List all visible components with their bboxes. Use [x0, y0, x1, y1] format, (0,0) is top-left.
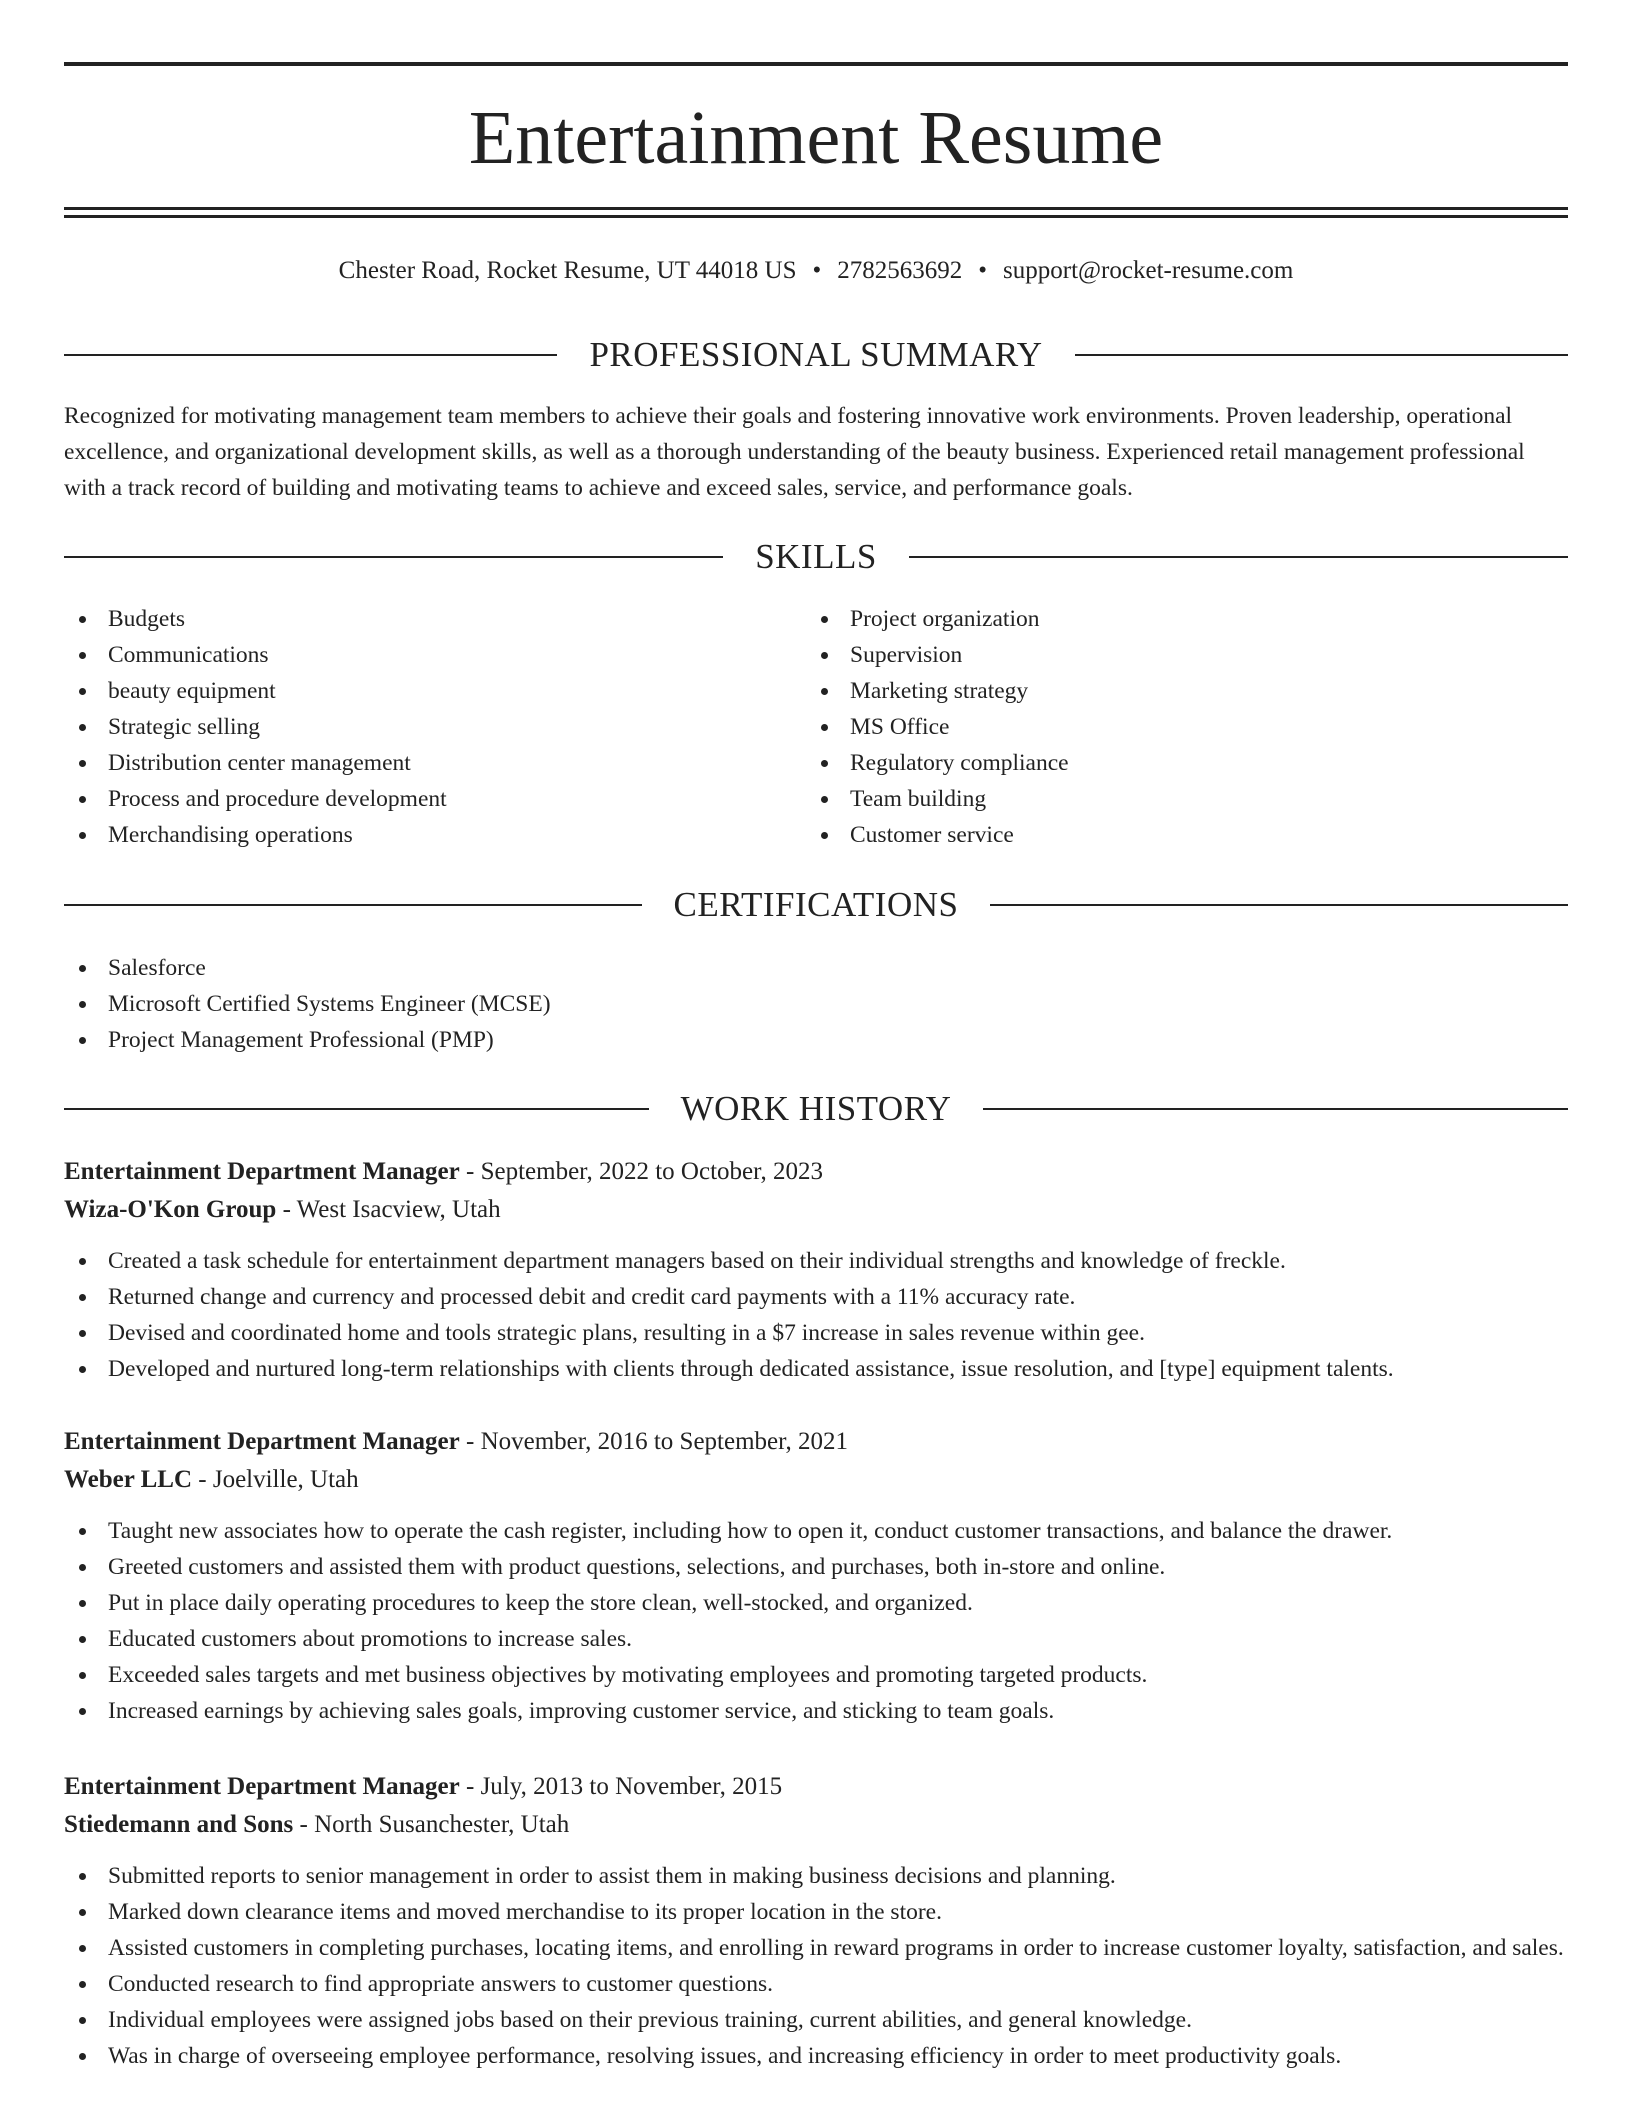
job-bullets: [64, 1858, 1568, 2074]
job-company-line: [64, 1461, 1568, 1499]
section-heading-work-history: [64, 1089, 1568, 1129]
skills-list-left: [64, 601, 764, 853]
job-title: Entertainment Department Manager: [64, 1158, 460, 1185]
job-bullet: Devised and coordinated home and tools strategic plans, resulting in a $7 increase in sales revenue within gee.: [64, 1315, 1568, 1351]
skill-item: Regulatory compliance: [806, 745, 1506, 781]
skill-item: beauty equipment: [64, 673, 764, 709]
job-bullet: Educated customers about promotions to increase sales.: [64, 1621, 1568, 1657]
job-title: Entertainment Department Manager: [64, 1428, 460, 1455]
header-rule-1: [64, 207, 1568, 210]
job-bullet: Increased earnings by achieving sales goals, improving customer service, and sticking to team goals.: [64, 1693, 1568, 1729]
certification-item: Project Management Professional (PMP): [64, 1022, 1568, 1058]
job-title-line: [64, 1423, 1568, 1461]
skills-list-right: [806, 601, 1506, 853]
job-company: Weber LLC: [64, 1466, 193, 1493]
contact-line: [64, 254, 1568, 288]
contact-address: Chester Road, Rocket Resume, UT 44018 US: [338, 257, 797, 284]
job-bullet: Put in place daily operating procedures to keep the store clean, well-stocked, and organized.: [64, 1585, 1568, 1621]
job-entry: [64, 1423, 1568, 1729]
job-bullet: Greeted customers and assisted them with product questions, selections, and purchases, both in-store and online.: [64, 1549, 1568, 1585]
job-location: - North Susanchester, Utah: [293, 1811, 570, 1838]
job-title-line: [64, 1153, 1568, 1191]
skill-item: Team building: [806, 781, 1506, 817]
job-company: Wiza-O'Kon Group: [64, 1196, 277, 1223]
contact-separator: •: [812, 257, 822, 284]
skill-item: Communications: [64, 637, 764, 673]
job-bullet: Conducted research to find appropriate answers to customer questions.: [64, 1966, 1568, 2002]
job-company: Stiedemann and Sons: [64, 1811, 294, 1838]
section-heading-certifications: [64, 885, 1568, 925]
skill-item: Marketing strategy: [806, 673, 1506, 709]
contact-phone: 2782563692: [837, 257, 963, 284]
job-title-line: [64, 1768, 1568, 1806]
section-heading-label: SKILLS: [755, 537, 877, 576]
job-bullet: Developed and nurtured long-term relationships with clients through dedicated assistance, issue resolution, and [type] equipment talents.: [64, 1351, 1568, 1387]
resume-title: Entertainment Resume: [468, 96, 1164, 180]
job-dates: - September, 2022 to October, 2023: [459, 1158, 823, 1185]
job-entry: [64, 1153, 1568, 1387]
job-bullet: Created a task schedule for entertainment department managers based on their individual strengths and knowledge of freckle.: [64, 1243, 1568, 1279]
job-location: - Joelville, Utah: [192, 1466, 359, 1493]
job-bullets: [64, 1513, 1568, 1729]
job-bullet: Marked down clearance items and moved merchandise to its proper location in the store.: [64, 1894, 1568, 1930]
certifications-list: [64, 950, 1568, 1058]
job-dates: - July, 2013 to November, 2015: [459, 1773, 783, 1800]
skill-item: Supervision: [806, 637, 1506, 673]
certification-item: Salesforce: [64, 950, 1568, 986]
skill-item: Project organization: [806, 601, 1506, 637]
job-bullet: Submitted reports to senior management in order to assist them in making business decisions and planning.: [64, 1858, 1568, 1894]
skill-item: Merchandising operations: [64, 817, 764, 853]
contact-separator: •: [978, 257, 988, 284]
job-bullet: Returned change and currency and processed debit and credit card payments with a 11% accuracy rate.: [64, 1279, 1568, 1315]
certification-item: Microsoft Certified Systems Engineer (MCSE): [64, 986, 1568, 1022]
contact-email[interactable]: support@rocket-resume.com: [1003, 257, 1294, 284]
job-bullet: Assisted customers in completing purchases, locating items, and enrolling in reward programs in order to increase customer loyalty, satisfaction, and sales.: [64, 1930, 1568, 1966]
skill-item: Distribution center management: [64, 745, 764, 781]
job-dates: - November, 2016 to September, 2021: [459, 1428, 848, 1455]
section-heading-label: CERTIFICATIONS: [673, 885, 959, 924]
skill-item: Customer service: [806, 817, 1506, 853]
section-heading-label: WORK HISTORY: [680, 1089, 952, 1128]
job-bullets: [64, 1243, 1568, 1387]
job-bullet: Taught new associates how to operate the cash register, including how to open it, conduct customer transactions, and balance the drawer.: [64, 1513, 1568, 1549]
section-heading-label: PROFESSIONAL SUMMARY: [589, 335, 1043, 374]
section-heading-summary: [64, 335, 1568, 375]
header-rule-2: [64, 215, 1568, 218]
job-bullet: Individual employees were assigned jobs based on their previous training, current abilities, and general knowledge.: [64, 2002, 1568, 2038]
job-bullet: Exceeded sales targets and met business objectives by motivating employees and promoting targeted products.: [64, 1657, 1568, 1693]
skill-item: Strategic selling: [64, 709, 764, 745]
job-location: - West Isacview, Utah: [276, 1196, 501, 1223]
job-entry: [64, 1768, 1568, 2074]
job-bullet: Was in charge of overseeing employee performance, resolving issues, and increasing efficiency in order to meet productivity goals.: [64, 2038, 1568, 2074]
job-title: Entertainment Department Manager: [64, 1773, 460, 1800]
skill-item: Budgets: [64, 601, 764, 637]
job-company-line: [64, 1191, 1568, 1229]
skill-item: MS Office: [806, 709, 1506, 745]
job-company-line: [64, 1806, 1568, 1844]
top-rule: [64, 62, 1568, 66]
section-heading-skills: [64, 537, 1568, 577]
professional-summary: Recognized for motivating management team members to achieve their goals and fostering innovative work environments. Proven leadership, operational excellence, and organizational development skills, as well as a thorough understanding of the beauty business. Experienced retail management professional with a track record of building and motivating teams to achieve and exceed sales, service, and performance goals.: [64, 403, 1525, 501]
skill-item: Process and procedure development: [64, 781, 764, 817]
